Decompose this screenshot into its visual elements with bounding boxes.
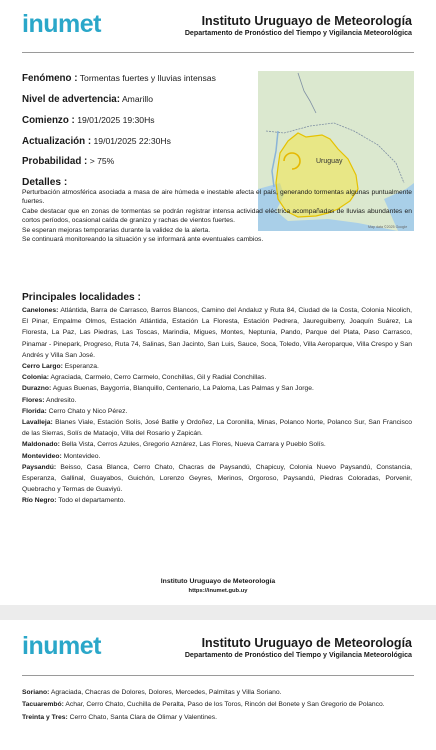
comienzo-label: Comienzo :	[22, 115, 75, 126]
list-item	[22, 395, 412, 406]
list-item	[22, 439, 412, 450]
localidades-list-continued	[22, 687, 412, 724]
probabilidad-label: Probabilidad :	[22, 156, 88, 167]
nivel-label: Nivel de advertencia:	[22, 94, 121, 105]
detalles-line: Cabe destacar que en zonas de tormentas se podrán registrar intensa actividad eléctrica acompañadas de lluvias abundantes en cortos períodos, ocasional caída de granizo y rachas de vientos fuertes.	[22, 207, 412, 225]
inumet-logo: inumet	[22, 632, 101, 660]
institution-title: Instituto Uruguayo de Meteorología	[201, 14, 412, 28]
dept-localities: Achar, Cerro Chato, Cuchilla de Peralta, Paso de los Toros, Rincón del Bonete y San Gregorio de Polanco.	[65, 701, 385, 709]
dept-localities: Beisso, Casa Blanca, Cerro Chato, Chacras de Paysandú, Chapicuy, Colonia Nuevo Paysandú, Constancia, Esperanza, Gallinal, Guayabos, Guichón, Lorenzo Geyres, Merinos, Orgoroso, Paysandú, Piedras Coloradas, Porvenir, Quebracho y Termas de Guaviyú.	[22, 463, 412, 494]
list-item	[22, 417, 412, 439]
dept-name: Cerro Largo:	[22, 363, 63, 371]
list-item	[22, 361, 412, 372]
dept-name: Colonia:	[22, 374, 49, 382]
dept-localities: Agraciada, Chacras de Dolores, Dolores, Mercedes, Palmitas y Villa Soriano.	[50, 689, 282, 696]
actualizacion-value: 19/01/2025 22:30Hs	[93, 136, 171, 146]
dept-localities: Andresito.	[46, 396, 77, 404]
dept-name: Treinta y Tres:	[22, 713, 68, 721]
nivel-row	[22, 94, 153, 105]
actualizacion-row	[22, 136, 171, 147]
footer-url[interactable]: https://inumet.gub.uy	[188, 588, 248, 594]
dept-localities: Bella Vista, Cerros Azules, Gregorio Aznárez, Las Flores, Nueva Carrara y Pueblo Solís.	[61, 441, 326, 449]
department-subtitle: Departamento de Pronóstico del Tiempo y Vigilancia Meteorológica	[184, 29, 412, 37]
map-attribution: Map data ©2025 Google	[368, 225, 408, 229]
list-item	[22, 383, 412, 394]
dept-name: Flores:	[22, 396, 45, 404]
list-item	[22, 406, 412, 417]
dept-localities: Atlántida, Barra de Carrasco, Barros Blancos, Camino del Andaluz y Ruta 84, Ciudad de la Costa, Colonia Nicolich, El Pinar, Empalme Olmos, Estación Atlántida, Estación La Floresta, Estación Pedrera, Jaureguiberry, Joaquín Suárez, La Floresta, La Paz, Las Piedras, Las Toscas, Marindia, Migues, Montes, Neptunia, Pando, Parque del Plata, Paso Carrasco, Pinamar - Pinepark, Progreso, Ruta 74, Salinas, San Jacinto, San Luis, Sauce, Soca, Toledo, Villa Aeroparque, Villa Crespo y San Andrés y Villa San José.	[22, 307, 412, 359]
fenomeno-row	[22, 73, 216, 84]
probabilidad-value: > 75%	[89, 156, 115, 166]
dept-name: Río Negro:	[22, 497, 57, 505]
list-item	[22, 687, 412, 699]
footer-institution: Instituto Uruguayo de Meteorología	[160, 578, 276, 585]
dept-name: Florida:	[22, 407, 47, 415]
fenomeno-label: Fenómeno :	[22, 73, 78, 84]
localidades-title: Principales localidades :	[22, 292, 141, 303]
detalles-line: Se esperan mejoras temporarias durante la validez de la alerta.	[22, 226, 211, 234]
dept-localities: Esperanza.	[64, 363, 99, 371]
map-country-label: Uruguay	[316, 158, 343, 165]
inumet-logo: inumet	[22, 10, 101, 38]
dept-name: Tacuarembó:	[22, 701, 64, 709]
dept-localities: Blanes Viale, Estación Solís, José Batlle y Ordoñez, La Coronilla, Minas, Polanco Norte, Polanco Sur, San Francisco de las Sierras, Solís de Mataojo, Villa del Rosario y Zapicán.	[22, 419, 412, 438]
nivel-value: Amarillo	[121, 94, 153, 104]
list-item	[22, 451, 412, 462]
fenomeno-value: Tormentas fuertes y lluvias intensas	[79, 73, 216, 83]
localidades-list	[22, 305, 412, 507]
list-item	[22, 305, 412, 361]
dept-localities: Aguas Buenas, Baygorria, Blanquillo, Centenario, La Paloma, Las Palmas y San Jorge.	[52, 385, 314, 393]
dept-name: Lavalleja:	[22, 419, 53, 427]
header-divider	[22, 52, 414, 53]
dept-localities: Agraciada, Carmelo, Cerro Carmelo, Conchillas, Gil y Radial Conchillas.	[50, 374, 267, 382]
list-item	[22, 372, 412, 383]
list-item	[22, 462, 412, 496]
detalles-text	[22, 188, 412, 245]
dept-localities: Cerro Chato y Nico Pérez.	[48, 407, 128, 415]
dept-localities: Todo el departamento.	[58, 497, 126, 505]
list-item	[22, 495, 412, 506]
detalles-line: Se continuará monitoreando la situación y se informará ante eventuales cambios.	[22, 236, 264, 244]
comienzo-value: 19/01/2025 19:30Hs	[77, 115, 155, 125]
department-subtitle: Departamento de Pronóstico del Tiempo y Vigilancia Meteorológica	[184, 651, 412, 659]
comienzo-row	[22, 115, 155, 126]
probabilidad-row	[22, 156, 114, 167]
dept-name: Maldonado:	[22, 441, 60, 449]
dept-name: Canelones:	[22, 307, 59, 314]
dept-name: Paysandú:	[22, 463, 57, 471]
institution-title: Instituto Uruguayo de Meteorología	[201, 636, 412, 650]
header-divider	[22, 675, 414, 676]
detalles-title: Detalles :	[22, 177, 68, 188]
dept-name: Montevideo:	[22, 452, 62, 460]
actualizacion-label: Actualización :	[22, 136, 92, 147]
detalles-line: Perturbación atmosférica asociada a masa de aire húmeda e inestable afecta el país, generando tormentas algunas puntualmente fuertes.	[22, 189, 412, 206]
dept-localities: Montevideo.	[63, 452, 101, 460]
list-item	[22, 712, 412, 724]
dept-name: Durazno:	[22, 385, 52, 393]
dept-localities: Cerro Chato, Santa Clara de Olimar y Valentines.	[69, 713, 217, 721]
list-item	[22, 699, 412, 711]
dept-name: Soriano:	[22, 689, 50, 696]
